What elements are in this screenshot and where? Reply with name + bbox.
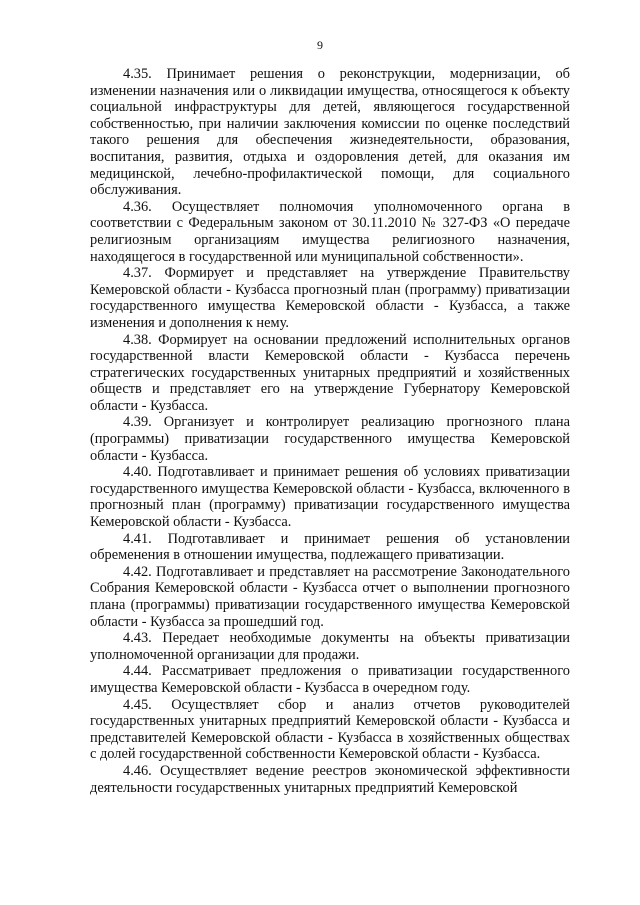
paragraph-4-46: 4.46. Осуществляет ведение реестров экономической эффективности деятельности государственных унитарных предприятий Кемеровской <box>90 762 570 796</box>
paragraph-4-43: 4.43. Передает необходимые документы на объекты приватизации уполномоченной организации для продажи. <box>90 630 570 663</box>
paragraph-4-36: 4.36. Осуществляет полномочия уполномоченного органа в соответствии с Федеральным законом от 30.11.2010 № 327-ФЗ «О передаче религиозным организациям имущества религиозного назначения, находящегося в государственной или муниципальной собственности». <box>90 198 570 265</box>
paragraph-4-42: 4.42. Подготавливает и представляет на рассмотрение Законодательного Собрания Кемеровской области - Кузбасса отчет о выполнении прогнозного плана (программы) приватизации государственного имущества Кемеровской области - Кузбасса за прошедший год. <box>90 563 570 630</box>
page-number: 9 <box>317 38 323 52</box>
paragraph-4-44: 4.44. Рассматривает предложения о приватизации государственного имущества Кемеровской области - Кузбасса в очередном году. <box>90 663 570 696</box>
paragraph-4-38: 4.38. Формирует на основании предложений исполнительных органов государственной власти Кемеровской области - Кузбасса перечень стратегических государственных унитарных предприятий и хозяйственных обществ и представляет его на утверждение Губернатору Кемеровской области - Кузбасса. <box>90 331 570 414</box>
paragraph-4-41: 4.41. Подготавливает и принимает решения об установлении обременения в отношении имущества, подлежащего приватизации. <box>90 530 570 564</box>
document-body <box>90 66 570 796</box>
paragraph-4-45: 4.45. Осуществляет сбор и анализ отчетов руководителей государственных унитарных предприятий Кемеровской области - Кузбасса и представителей Кемеровской области - Кузбасса в хозяйственных обществах с долей государственной собственности Кемеровской области - Кузбасса. <box>90 696 570 763</box>
paragraph-4-39: 4.39. Организует и контролирует реализацию прогнозного плана (программы) приватизации государственного имущества Кемеровской области - Кузбасса. <box>90 414 570 464</box>
paragraph-4-37: 4.37. Формирует и представляет на утверждение Правительству Кемеровской области - Кузбасса прогнозный план (программу) приватизации государственного имущества Кемеровской области - Кузбасса, а также изменения и дополнения к нему. <box>90 265 570 331</box>
paragraph-4-40: 4.40. Подготавливает и принимает решения об условиях приватизации государственного имущества Кемеровской области - Кузбасса, включенного в прогнозный план (программу) приватизации государственного имущества Кемеровской области - Кузбасса. <box>90 464 570 531</box>
paragraph-4-35: 4.35. Принимает решения о реконструкции, модернизации, об изменении назначения или о ликвидации имущества, относящегося к объекту социальной инфраструктуры для детей, являющегося государственной собственностью, при наличии заключения комиссии по оценке последствий такого решения для обеспечения жизнедеятельности, образования, воспитания, развития, отдыха и оздоровления детей, для оказания им медицинской, лечебно-профилактической помощи, для социального обслуживания. <box>90 66 570 199</box>
